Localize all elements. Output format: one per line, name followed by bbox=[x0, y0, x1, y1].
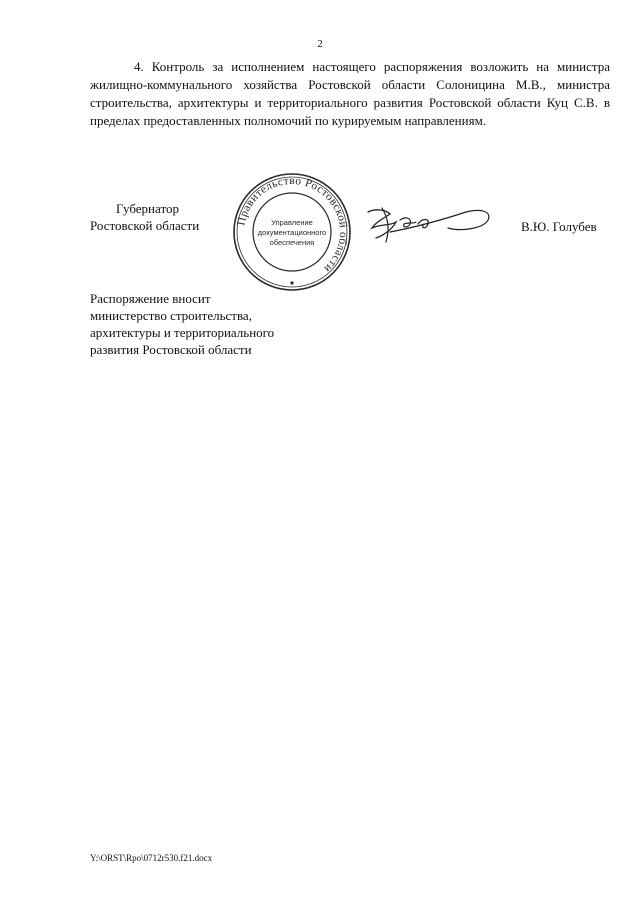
seal-outer-text: Правительство Ростовской области bbox=[235, 174, 350, 275]
official-seal-stamp bbox=[230, 170, 354, 294]
seal-inner-line2: документационного bbox=[257, 228, 327, 237]
governor-title-line1: Губернатор bbox=[116, 201, 179, 216]
handwritten-signature bbox=[362, 198, 498, 248]
governor-title-line2: Ростовской области bbox=[90, 218, 200, 233]
file-path-footer: Y:\ORST\Rpo\0712r530.f21.docx bbox=[90, 853, 213, 863]
order-paragraph: 4. Контроль за исполнением настоящего распоряжения возложить на министра жилищно-коммунального хозяйства Ростовской области Солоницина М.В., министра строительства, архитектуры и территориального развития Ростовской области Куц С.В. в пределах предоставленных полномочий по курируемым направлениям. bbox=[90, 59, 610, 128]
governor-title bbox=[90, 200, 199, 234]
submitted-by-line3: архитектуры и территориального bbox=[90, 325, 275, 340]
submitted-by-line2: министерство строительства, bbox=[90, 308, 252, 323]
seal-inner-line1: Управление bbox=[271, 218, 313, 227]
submitted-by-line4: развития Ростовской области bbox=[90, 342, 252, 357]
submitted-by-block bbox=[90, 290, 274, 358]
page-number: 2 bbox=[317, 38, 323, 50]
submitted-by-line1: Распоряжение вносит bbox=[90, 291, 211, 306]
governor-name: В.Ю. Голубев bbox=[521, 219, 597, 234]
seal-inner-line3: обеспечения bbox=[269, 238, 315, 247]
